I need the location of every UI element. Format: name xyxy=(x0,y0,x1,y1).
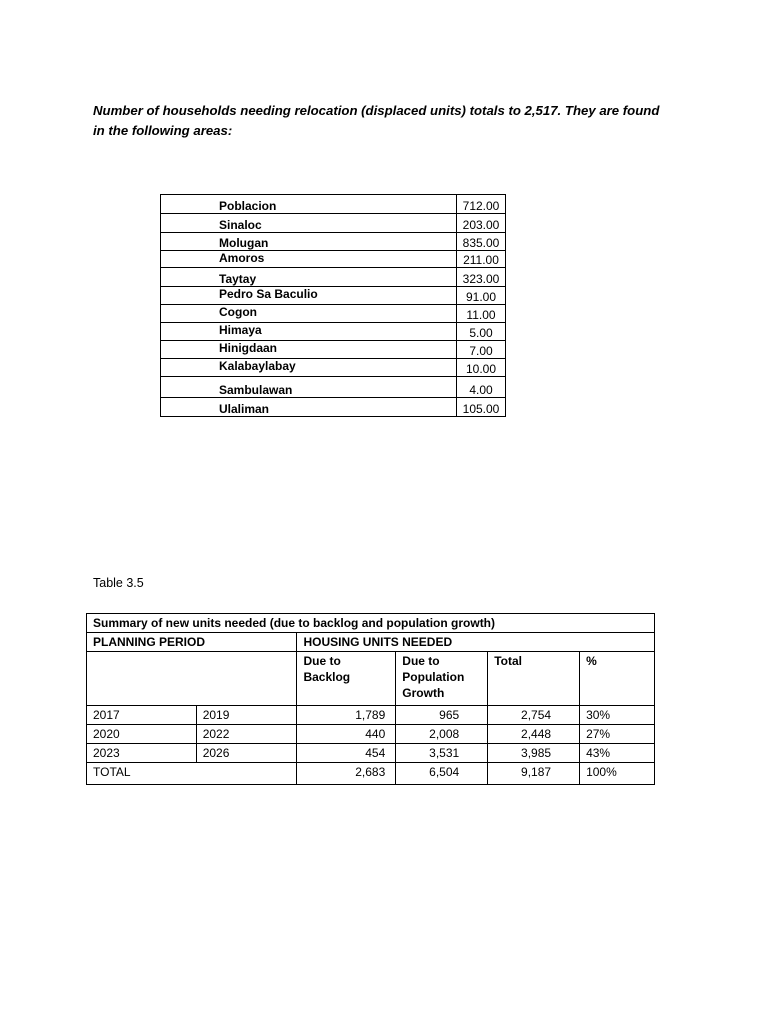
percent-total: 100% xyxy=(580,763,655,785)
total-value: 3,985 xyxy=(488,744,580,763)
backlog-header: Due to Backlog xyxy=(297,652,396,706)
intro-line-1: Number of households needing relocation (displaced units) totals to 2,517. They are found xyxy=(93,103,660,118)
backlog-value: 1,789 xyxy=(297,706,396,725)
area-name: Kalabaylabay xyxy=(161,359,457,377)
period-start: 2023 xyxy=(87,744,197,763)
period-start: 2020 xyxy=(87,725,197,744)
area-name: Sambulawan xyxy=(161,377,457,398)
area-name: Molugan xyxy=(161,233,457,251)
area-name: Poblacion xyxy=(161,195,457,214)
period-end: 2022 xyxy=(196,725,297,744)
table-row xyxy=(161,398,506,417)
total-header: Total xyxy=(488,652,580,706)
household-count: 835.00 xyxy=(457,233,506,251)
area-name: Pedro Sa Baculio xyxy=(161,287,457,305)
percent-header: % xyxy=(580,652,655,706)
household-count: 91.00 xyxy=(457,287,506,305)
table-row xyxy=(161,287,506,305)
household-count: 5.00 xyxy=(457,323,506,341)
household-count: 323.00 xyxy=(457,268,506,287)
total-value: 2,448 xyxy=(488,725,580,744)
table-row xyxy=(161,214,506,233)
intro-line-2: in the following areas: xyxy=(93,123,233,138)
area-name: Cogon xyxy=(161,305,457,323)
total-row xyxy=(87,763,655,785)
table-row xyxy=(161,305,506,323)
growth-value: 3,531 xyxy=(396,744,488,763)
summary-title-row xyxy=(87,614,655,633)
growth-value: 965 xyxy=(396,706,488,725)
household-count: 712.00 xyxy=(457,195,506,214)
area-name: Sinaloc xyxy=(161,214,457,233)
table-row xyxy=(161,341,506,359)
grand-total: 9,187 xyxy=(488,763,580,785)
summary-title: Summary of new units needed (due to backlog and population growth) xyxy=(87,614,655,633)
growth-total: 6,504 xyxy=(396,763,488,785)
household-count: 4.00 xyxy=(457,377,506,398)
growth-value: 2,008 xyxy=(396,725,488,744)
period-end: 2026 xyxy=(196,744,297,763)
table-row xyxy=(161,323,506,341)
percent-value: 30% xyxy=(580,706,655,725)
backlog-value: 454 xyxy=(297,744,396,763)
period-end: 2019 xyxy=(196,706,297,725)
empty-header-cell xyxy=(87,652,297,706)
percent-value: 27% xyxy=(580,725,655,744)
area-name: Taytay xyxy=(161,268,457,287)
household-count: 211.00 xyxy=(457,251,506,268)
housing-units-needed-header: HOUSING UNITS NEEDED xyxy=(297,633,655,652)
household-count: 11.00 xyxy=(457,305,506,323)
area-name: Amoros xyxy=(161,251,457,268)
backlog-total: 2,683 xyxy=(297,763,396,785)
total-value: 2,754 xyxy=(488,706,580,725)
total-label: TOTAL xyxy=(87,763,297,785)
area-name: Ulaliman xyxy=(161,398,457,417)
household-count: 10.00 xyxy=(457,359,506,377)
table-row xyxy=(161,359,506,377)
period-start: 2017 xyxy=(87,706,197,725)
table-row xyxy=(161,195,506,214)
percent-value: 43% xyxy=(580,744,655,763)
population-growth-header: Due to Population Growth xyxy=(396,652,488,706)
relocation-table xyxy=(160,194,506,417)
intro-paragraph xyxy=(93,101,693,141)
table-row xyxy=(161,268,506,287)
table-row xyxy=(87,725,655,744)
summary-table xyxy=(86,613,655,785)
table-row xyxy=(161,377,506,398)
summary-column-header-row xyxy=(87,652,655,706)
table-row xyxy=(87,744,655,763)
backlog-value: 440 xyxy=(297,725,396,744)
table-caption: Table 3.5 xyxy=(93,576,144,590)
planning-period-header: PLANNING PERIOD xyxy=(87,633,297,652)
household-count: 105.00 xyxy=(457,398,506,417)
household-count: 203.00 xyxy=(457,214,506,233)
household-count: 7.00 xyxy=(457,341,506,359)
summary-group-header-row xyxy=(87,633,655,652)
table-row xyxy=(161,251,506,268)
table-row xyxy=(87,706,655,725)
area-name: Himaya xyxy=(161,323,457,341)
area-name: Hinigdaan xyxy=(161,341,457,359)
table-row xyxy=(161,233,506,251)
